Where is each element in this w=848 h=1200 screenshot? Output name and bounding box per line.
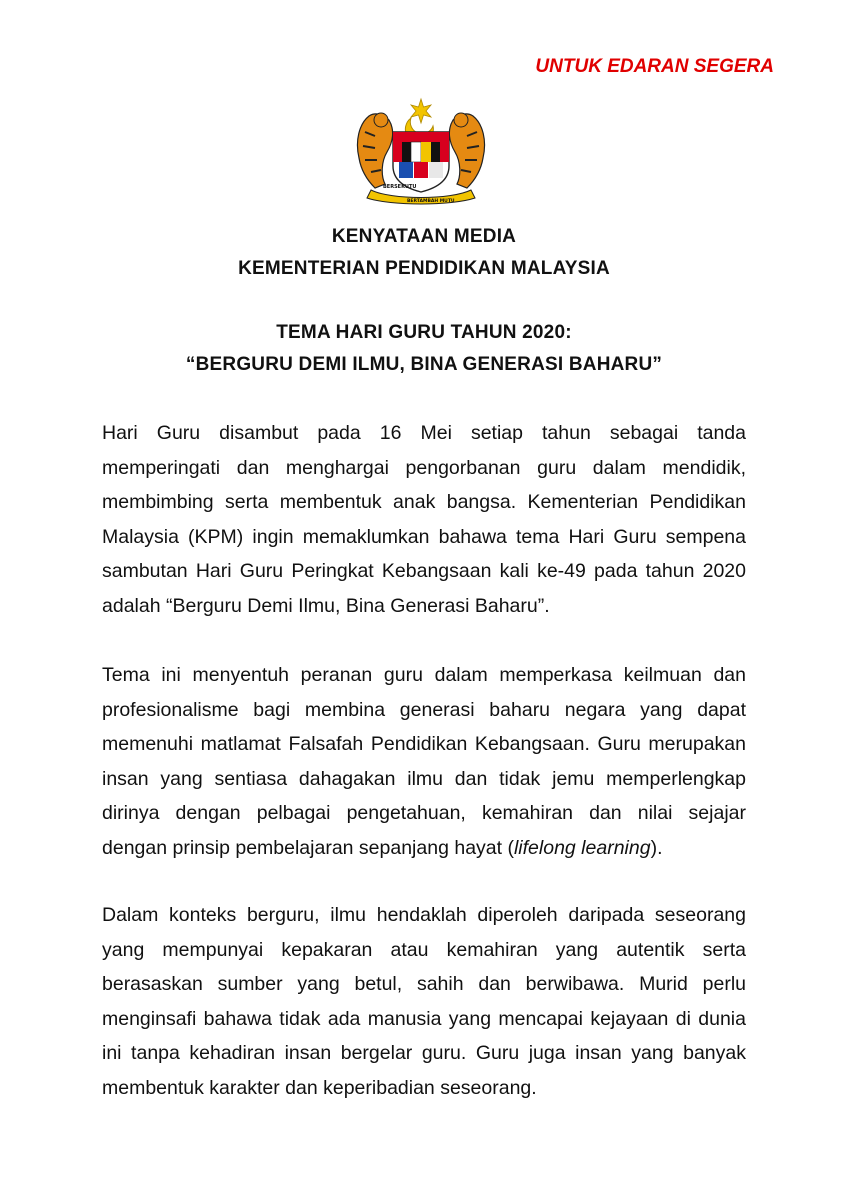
crest-motto-left: BERSEKUTU <box>383 184 417 190</box>
paragraph-line: profesionalisme bagi membina generasi baharu negara yang dapat <box>102 698 746 721</box>
paragraph-line: membimbing serta membentuk anak bangsa. Kementerian Pendidikan <box>102 491 746 513</box>
paragraph-line: adalah “Berguru Demi Ilmu, Bina Generasi Baharu”. <box>102 594 550 617</box>
release-label: UNTUK EDARAN SEGERA <box>535 56 774 77</box>
paragraph-line: memperingati dan menghargai pengorbanan guru dalam mendidik, <box>102 456 746 479</box>
paragraph-2 <box>102 658 746 865</box>
paragraph-3 <box>102 898 746 1105</box>
paragraph-line: dirinya dengan pelbagai pengetahuan, kemahiran dan nilai sejajar <box>102 802 746 824</box>
media-statement-title: KENYATAAN MEDIA <box>331 226 517 247</box>
crest-motto-right: BERTAMBAH MUTU <box>407 199 455 204</box>
paragraph-line: memenuhi matlamat Falsafah Pendidikan Kebangsaan. Guru merupakan <box>102 733 746 755</box>
paragraph-line: insan yang sentiasa dahagakan ilmu dan tidak jemu memperlengkap <box>102 767 746 790</box>
paragraph-line: berasaskan sumber yang betul, sahih dan berwibawa. Murid perlu <box>102 973 746 995</box>
italic-term: lifelong learning <box>513 836 651 859</box>
paragraph-line: membentuk karakter dan keperibadian seseorang. <box>102 1076 537 1099</box>
paragraph-text: dengan prinsip pembelajaran sepanjang hayat ( <box>102 836 514 859</box>
paragraph-line: Tema ini menyentuh peranan guru dalam memperkasa keilmuan dan <box>102 664 746 686</box>
paragraph-1 <box>102 416 746 623</box>
theme-title: TEMA HARI GURU TAHUN 2020: <box>276 322 572 343</box>
paragraph-line <box>102 831 746 866</box>
paragraph-line: Hari Guru disambut pada 16 Mei setiap tahun sebagai tanda <box>102 422 746 444</box>
ministry-name: KEMENTERIAN PENDIDIKAN MALAYSIA <box>238 258 610 279</box>
theme-slogan: “BERGURU DEMI ILMU, BINA GENERASI BAHARU” <box>185 354 663 375</box>
paragraph-line: Dalam konteks berguru, ilmu hendaklah diperoleh daripada seseorang <box>102 904 746 926</box>
paragraph-line: menginsafi bahawa tidak ada manusia yang mencapai kejayaan di dunia <box>102 1007 746 1030</box>
malaysia-coat-of-arms-icon <box>341 96 501 206</box>
paragraph-line: yang mempunyai kepakaran atau kemahiran yang autentik serta <box>102 938 746 961</box>
paragraph-line: sambutan Hari Guru Peringkat Kebangsaan kali ke-49 pada tahun 2020 <box>102 560 746 582</box>
paragraph-line: Malaysia (KPM) ingin memaklumkan bahawa tema Hari Guru sempena <box>102 525 746 548</box>
paragraph-line: ini tanpa kehadiran insan bergelar guru. Guru juga insan yang banyak <box>102 1042 746 1064</box>
paragraph-text: ). <box>650 836 663 859</box>
